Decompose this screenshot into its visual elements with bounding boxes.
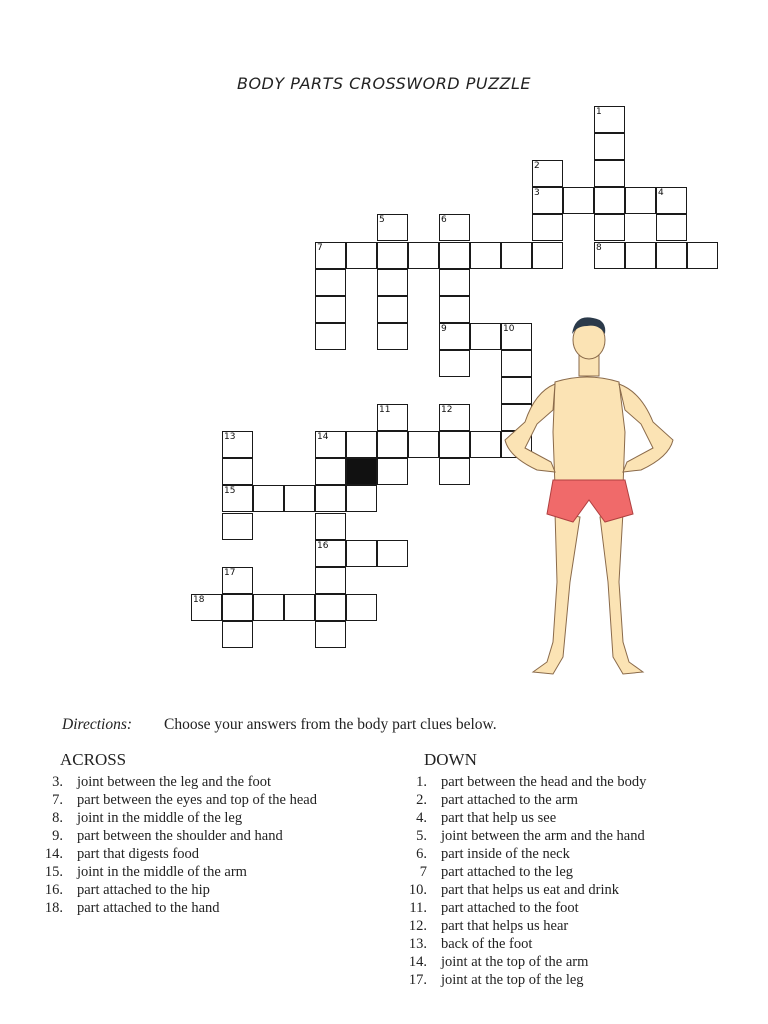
crossword-cell[interactable] <box>315 458 346 485</box>
crossword-cell[interactable] <box>377 458 408 485</box>
across-clue: 18. part attached to the hand <box>44 900 220 916</box>
body-figure-illustration <box>495 312 685 682</box>
crossword-cell[interactable] <box>594 106 625 133</box>
across-clue: 9. part between the shoulder and hand <box>52 828 283 844</box>
across-clue: 14. part that digests food <box>44 846 200 862</box>
crossword-cell[interactable] <box>377 323 408 350</box>
crossword-cell[interactable] <box>315 485 346 512</box>
crossword-cell[interactable] <box>439 323 470 350</box>
crossword-cell[interactable] <box>408 431 439 458</box>
crossword-cell[interactable] <box>284 485 315 512</box>
crossword-cell[interactable] <box>439 214 470 241</box>
directions <box>62 716 497 734</box>
clue-number: 13 <box>224 432 236 443</box>
crossword-cell[interactable] <box>439 242 470 269</box>
down-clue: 17. joint at the top of the leg <box>408 972 584 988</box>
crossword-cell[interactable] <box>377 214 408 241</box>
crossword-cell[interactable] <box>532 187 563 214</box>
crossword-cell[interactable] <box>315 513 346 540</box>
down-clue: 12. part that helps us hear <box>408 918 569 934</box>
across-clue: 8. joint in the middle of the leg <box>52 810 243 826</box>
crossword-cell[interactable] <box>656 214 687 241</box>
clue-number: 12 <box>441 405 453 416</box>
crossword-cell[interactable] <box>439 269 470 296</box>
crossword-cell[interactable] <box>346 485 377 512</box>
figure-shorts <box>547 480 633 522</box>
crossword-cell[interactable] <box>315 621 346 648</box>
across-clue-list <box>36 773 317 917</box>
crossword-cell[interactable] <box>594 160 625 187</box>
crossword-cell[interactable] <box>346 540 377 567</box>
clue-number: 6 <box>441 215 447 226</box>
down-clue: 2. part attached to the arm <box>416 792 578 808</box>
crossword-cell[interactable] <box>222 485 253 512</box>
crossword-cell[interactable] <box>408 242 439 269</box>
crossword-cell[interactable] <box>625 187 656 214</box>
down-clue: 14. joint at the top of the arm <box>408 954 589 970</box>
clue-number: 18 <box>193 594 205 605</box>
crossword-cell[interactable] <box>439 431 470 458</box>
crossword-cell[interactable] <box>315 296 346 323</box>
clue-number: 9 <box>441 323 447 334</box>
crossword-cell[interactable] <box>315 540 346 567</box>
clue-number: 8 <box>596 242 602 253</box>
clue-number: 2 <box>534 161 540 172</box>
crossword-cell[interactable] <box>501 242 532 269</box>
down-clue-list <box>400 773 646 989</box>
crossword-cell[interactable] <box>315 242 346 269</box>
clue-number: 7 <box>317 242 323 253</box>
crossword-cell[interactable] <box>253 485 284 512</box>
clue-number: 10 <box>503 323 515 334</box>
crossword-cell[interactable] <box>439 404 470 431</box>
crossword-cell[interactable] <box>470 242 501 269</box>
crossword-cell[interactable] <box>594 214 625 241</box>
crossword-cell[interactable] <box>594 187 625 214</box>
crossword-cell[interactable] <box>625 242 656 269</box>
crossword-cell[interactable] <box>222 458 253 485</box>
down-clue: 4. part that help us see <box>416 810 557 826</box>
clue-number: 17 <box>224 567 236 578</box>
crossword-cell[interactable] <box>656 242 687 269</box>
crossword-cell[interactable] <box>222 431 253 458</box>
crossword-cell[interactable] <box>377 296 408 323</box>
down-clue: 5. joint between the arm and the hand <box>416 828 645 844</box>
crossword-cell[interactable] <box>315 323 346 350</box>
crossword-cell[interactable] <box>315 269 346 296</box>
down-clue: 7 part attached to the leg <box>419 864 574 880</box>
down-heading: DOWN <box>424 750 477 769</box>
crossword-cell[interactable] <box>253 594 284 621</box>
crossword-cell[interactable] <box>563 187 594 214</box>
crossword-cell[interactable] <box>315 431 346 458</box>
clue-number: 11 <box>379 405 391 416</box>
directions-text: Choose your answers from the body part clues below. <box>164 716 497 733</box>
down-clue: 10. part that helps us eat and drink <box>408 882 619 898</box>
down-clue: 1. part between the head and the body <box>416 774 647 790</box>
crossword-cell[interactable] <box>315 567 346 594</box>
crossword-cell[interactable] <box>594 133 625 160</box>
across-clue: 7. part between the eyes and top of the head <box>52 792 317 808</box>
clue-number: 14 <box>317 432 329 443</box>
crossword-cell[interactable] <box>687 242 718 269</box>
crossword-cell[interactable] <box>532 160 563 187</box>
crossword-cell[interactable] <box>222 594 253 621</box>
across-heading: ACROSS <box>60 750 127 769</box>
crossword-cell[interactable] <box>222 621 253 648</box>
crossword-cell[interactable] <box>594 242 625 269</box>
down-clue: 6. part inside of the neck <box>416 846 570 862</box>
crossword-cell[interactable] <box>532 242 563 269</box>
clue-number: 4 <box>658 188 664 199</box>
crossword-cell[interactable] <box>377 540 408 567</box>
crossword-cell[interactable] <box>315 594 346 621</box>
black-square <box>346 458 377 485</box>
crossword-cell[interactable] <box>222 567 253 594</box>
crossword-cell[interactable] <box>532 214 563 241</box>
crossword-cell[interactable] <box>191 594 222 621</box>
crossword-cell[interactable] <box>377 404 408 431</box>
crossword-cell[interactable] <box>439 458 470 485</box>
crossword-cell[interactable] <box>222 513 253 540</box>
across-clue: 15. joint in the middle of the arm <box>44 864 247 880</box>
crossword-cell[interactable] <box>346 242 377 269</box>
crossword-cell[interactable] <box>284 594 315 621</box>
crossword-cell[interactable] <box>656 187 687 214</box>
down-clue: 13. back of the foot <box>408 936 533 952</box>
clue-number: 15 <box>224 486 236 497</box>
crossword-cell[interactable] <box>377 269 408 296</box>
crossword-cell[interactable] <box>346 431 377 458</box>
crossword-cell[interactable] <box>439 296 470 323</box>
crossword-cell[interactable] <box>439 350 470 377</box>
crossword-cell[interactable] <box>346 594 377 621</box>
clue-number: 3 <box>534 188 540 199</box>
clue-number: 5 <box>379 215 385 226</box>
across-clue: 3. joint between the leg and the foot <box>52 774 272 790</box>
directions-label: Directions: <box>62 716 133 733</box>
puzzle-title: BODY PARTS CROSSWORD PUZZLE <box>236 74 532 93</box>
crossword-cell[interactable] <box>377 431 408 458</box>
clue-number: 16 <box>317 540 329 551</box>
crossword-cell[interactable] <box>377 242 408 269</box>
clue-number: 1 <box>596 107 602 117</box>
down-clue: 11. part attached to the foot <box>409 900 579 916</box>
across-clue: 16. part attached to the hip <box>44 882 210 898</box>
